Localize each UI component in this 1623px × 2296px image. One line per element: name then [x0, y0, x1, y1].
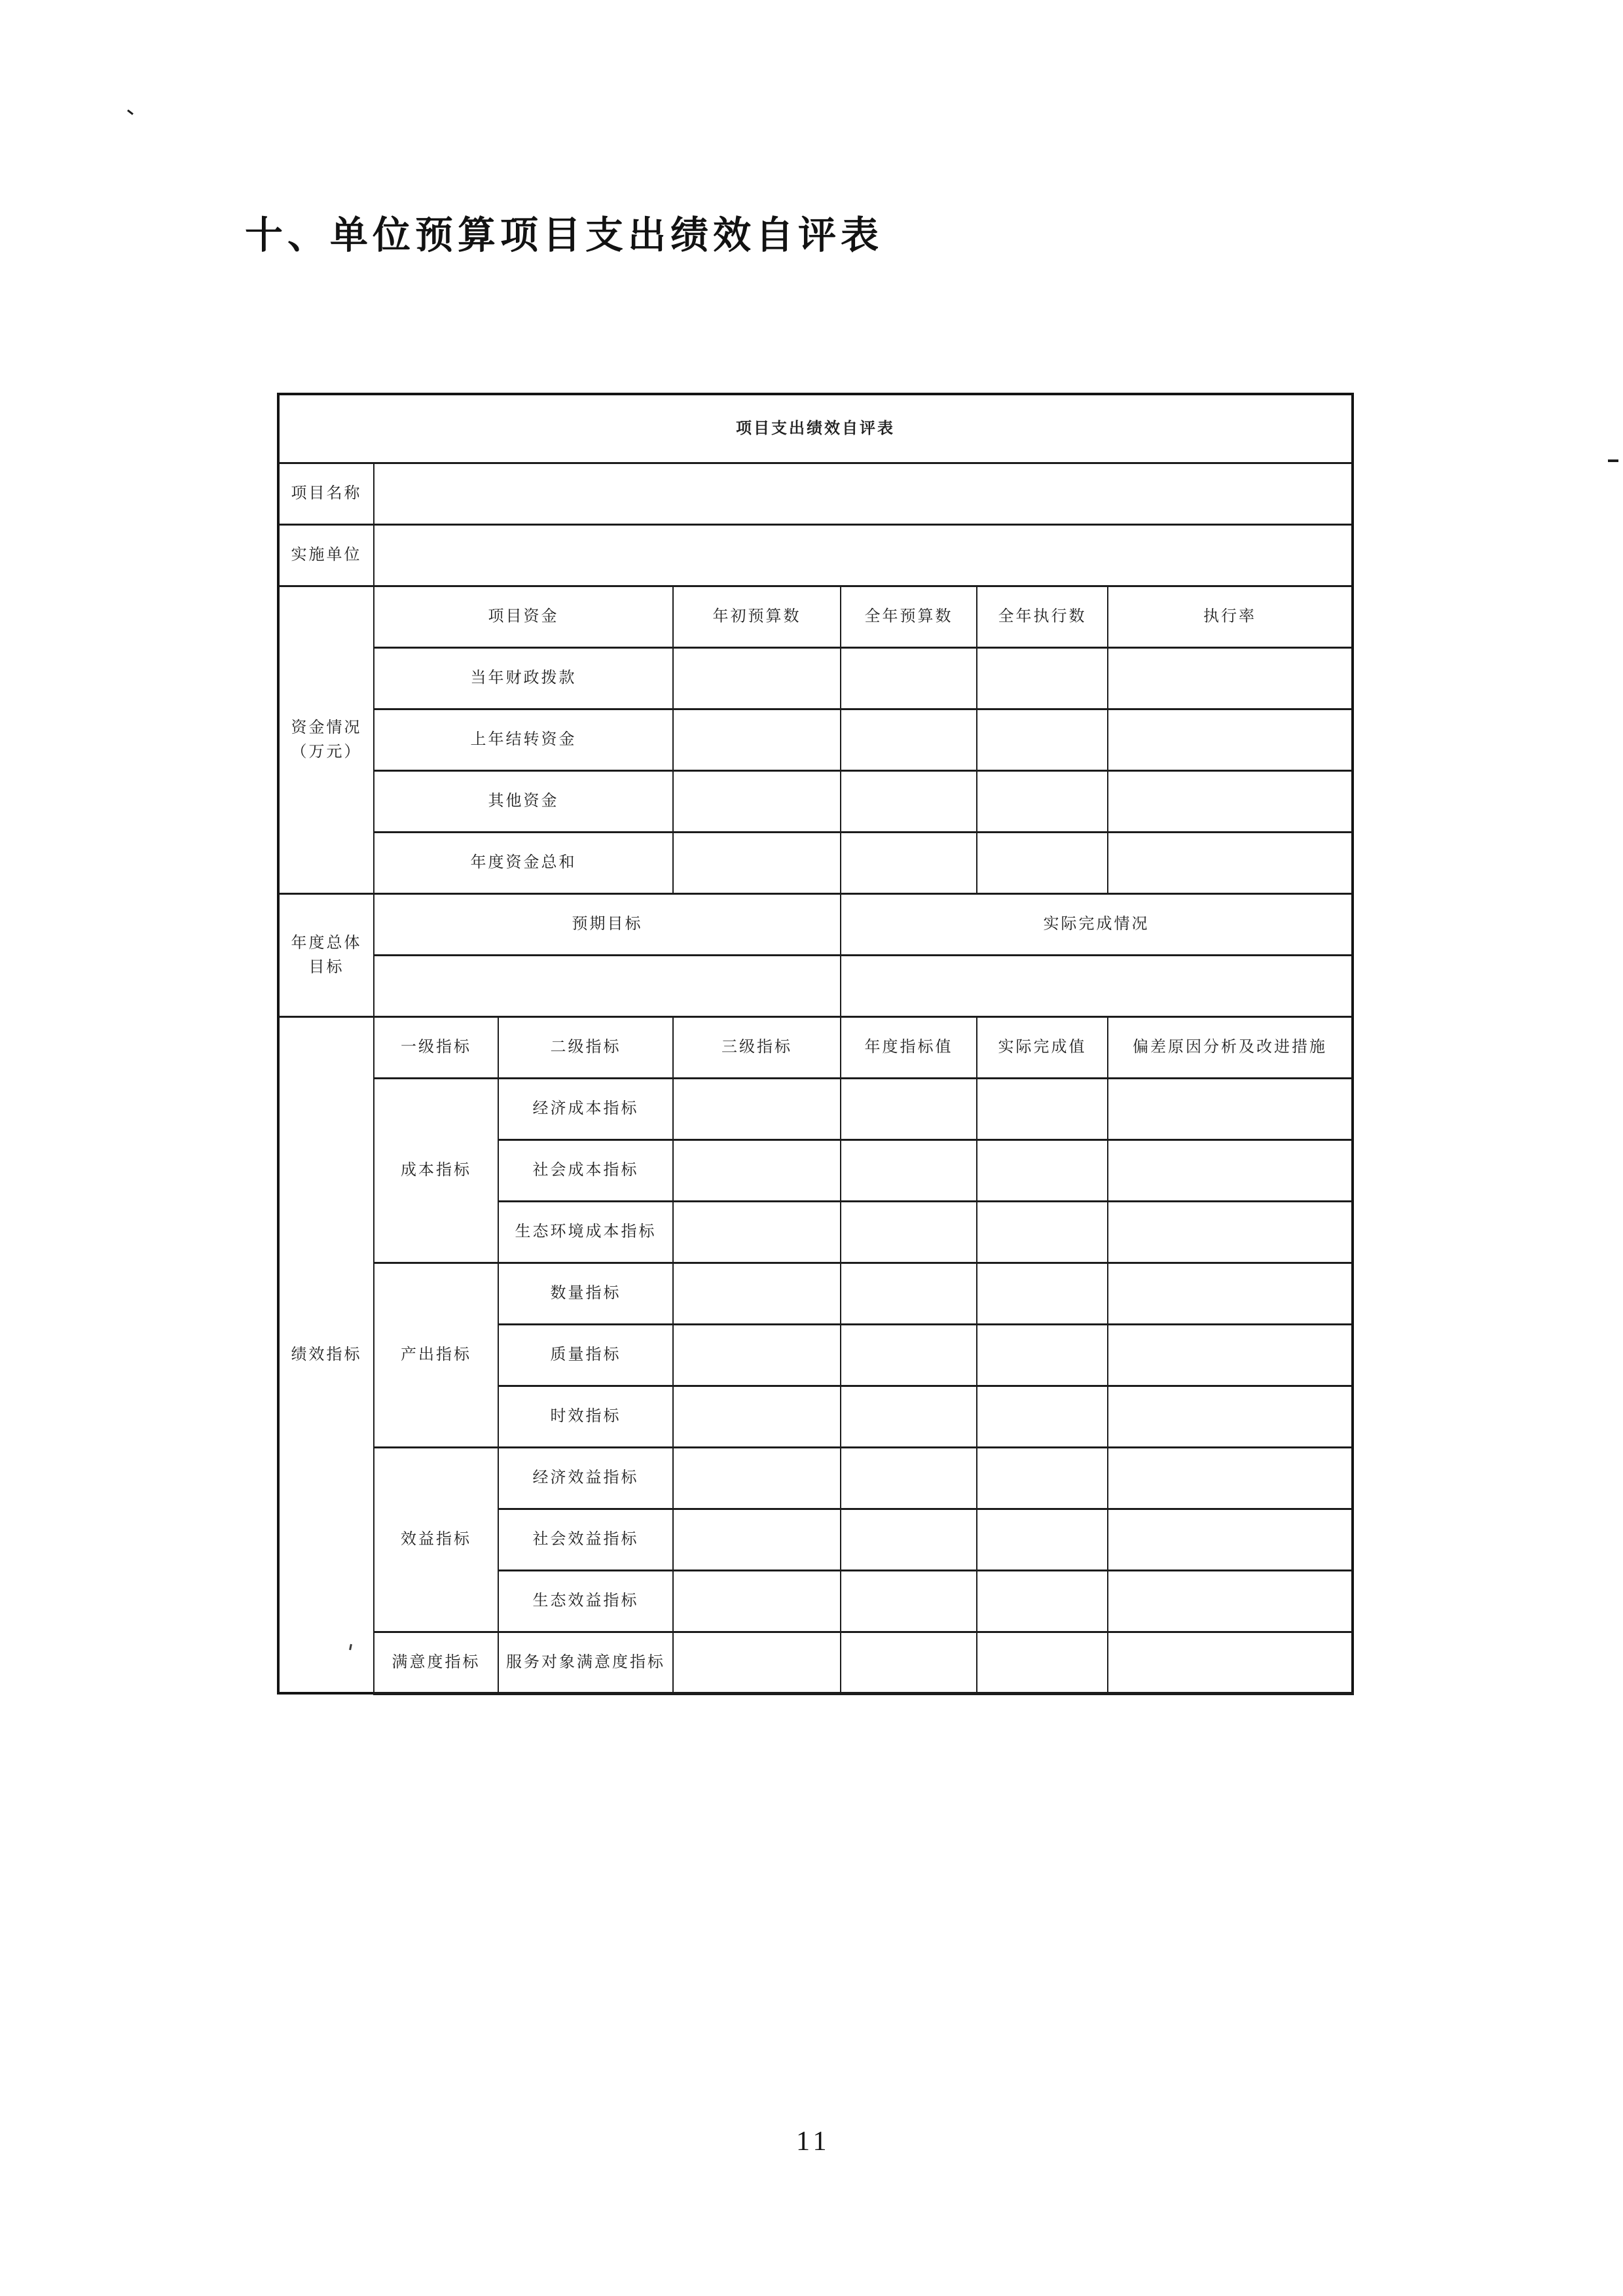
indicators-header-annual-value: 年度指标值	[841, 1016, 977, 1078]
indicator-row	[278, 1263, 1353, 1324]
project-name-value-cell	[374, 463, 1353, 524]
indicator-level2-label: 时效指标	[498, 1386, 673, 1447]
empty-cell	[673, 1078, 841, 1139]
indicator-level2-label: 服务对象满意度指标	[498, 1632, 673, 1693]
empty-cell	[1108, 1570, 1353, 1632]
indicator-group-satisfaction: 满意度指标	[374, 1632, 498, 1693]
empty-cell	[673, 1263, 841, 1324]
indicator-level2-label: 数量指标	[498, 1263, 673, 1324]
annual-goal-expected-value-cell	[374, 955, 841, 1016]
funding-row	[278, 709, 1353, 770]
indicator-row	[278, 1632, 1353, 1693]
annual-goal-actual-value-cell	[841, 955, 1353, 1016]
funding-header-annual-execution: 全年执行数	[977, 586, 1108, 647]
empty-cell	[841, 770, 977, 832]
empty-cell	[841, 1632, 977, 1693]
indicator-level2-label: 经济效益指标	[498, 1447, 673, 1509]
empty-cell	[673, 1324, 841, 1386]
empty-cell	[673, 709, 841, 770]
empty-cell	[1108, 1139, 1353, 1201]
empty-cell	[1108, 1447, 1353, 1509]
empty-cell	[841, 1201, 977, 1263]
indicator-level2-label: 社会成本指标	[498, 1139, 673, 1201]
indicators-header-deviation: 偏差原因分析及改进措施	[1108, 1016, 1353, 1078]
empty-cell	[673, 1386, 841, 1447]
empty-cell	[673, 1201, 841, 1263]
scan-artifact-top-left	[127, 109, 134, 115]
annual-goal-header-row	[278, 893, 1353, 955]
table-row	[278, 524, 1353, 586]
empty-cell	[841, 1078, 977, 1139]
funding-section-label: 资金情况（万元）	[278, 586, 374, 893]
funding-row-label: 年度资金总和	[374, 832, 673, 893]
empty-cell	[673, 832, 841, 893]
indicator-level2-label: 生态效益指标	[498, 1570, 673, 1632]
document-heading: 十、单位预算项目支出绩效自评表	[245, 214, 884, 257]
empty-cell	[977, 770, 1108, 832]
empty-cell	[1108, 832, 1353, 893]
implementing-unit-value-cell	[374, 524, 1353, 586]
empty-cell	[673, 1570, 841, 1632]
empty-cell	[673, 1447, 841, 1509]
empty-cell	[1108, 770, 1353, 832]
empty-cell	[1108, 1078, 1353, 1139]
indicator-group-benefit: 效益指标	[374, 1447, 498, 1632]
empty-cell	[1108, 1632, 1353, 1693]
funding-header-annual-budget: 全年预算数	[841, 586, 977, 647]
annual-goal-section-label: 年度总体目标	[278, 893, 374, 1016]
empty-cell	[841, 1447, 977, 1509]
funding-row	[278, 832, 1353, 893]
self-evaluation-table-container	[277, 393, 1351, 1695]
empty-cell	[673, 1139, 841, 1201]
empty-cell	[977, 1078, 1108, 1139]
empty-cell	[977, 709, 1108, 770]
funding-header-row	[278, 586, 1353, 647]
funding-header-execution-rate: 执行率	[1108, 586, 1353, 647]
empty-cell	[977, 1632, 1108, 1693]
indicators-header-actual-value: 实际完成值	[977, 1016, 1108, 1078]
empty-cell	[673, 647, 841, 709]
empty-cell	[841, 1509, 977, 1570]
indicator-row	[278, 1078, 1353, 1139]
empty-cell	[841, 1139, 977, 1201]
indicator-row	[278, 1447, 1353, 1509]
funding-row	[278, 770, 1353, 832]
empty-cell	[977, 1509, 1108, 1570]
indicators-header-level1: 一级指标	[374, 1016, 498, 1078]
indicators-header-row	[278, 1016, 1353, 1078]
table-title: 项目支出绩效自评表	[278, 394, 1353, 463]
empty-cell	[841, 1570, 977, 1632]
empty-cell	[977, 1263, 1108, 1324]
empty-cell	[1108, 1201, 1353, 1263]
empty-cell	[673, 770, 841, 832]
empty-cell	[841, 647, 977, 709]
indicators-header-level2: 二级指标	[498, 1016, 673, 1078]
annual-goal-actual-header: 实际完成情况	[841, 893, 1353, 955]
indicators-header-level3: 三级指标	[673, 1016, 841, 1078]
funding-row-label: 上年结转资金	[374, 709, 673, 770]
annual-goal-content-row	[278, 955, 1353, 1016]
indicator-group-output: 产出指标	[374, 1263, 498, 1447]
indicator-level2-label: 经济成本指标	[498, 1078, 673, 1139]
funding-header-initial-budget: 年初预算数	[673, 586, 841, 647]
implementing-unit-label: 实施单位	[278, 524, 374, 586]
indicator-level2-label: 社会效益指标	[498, 1509, 673, 1570]
project-name-label: 项目名称	[278, 463, 374, 524]
table-title-row	[278, 394, 1353, 463]
indicators-section-label: 绩效指标	[278, 1016, 374, 1693]
empty-cell	[1108, 647, 1353, 709]
page-number: 11	[796, 2126, 831, 2157]
empty-cell	[977, 647, 1108, 709]
empty-cell	[1108, 1263, 1353, 1324]
empty-cell	[1108, 709, 1353, 770]
funding-header-project-funds: 项目资金	[374, 586, 673, 647]
empty-cell	[841, 1263, 977, 1324]
indicator-level2-label: 生态环境成本指标	[498, 1201, 673, 1263]
empty-cell	[1108, 1324, 1353, 1386]
empty-cell	[977, 1447, 1108, 1509]
empty-cell	[841, 1386, 977, 1447]
empty-cell	[673, 1632, 841, 1693]
empty-cell	[841, 709, 977, 770]
funding-row	[278, 647, 1353, 709]
funding-row-label: 当年财政拨款	[374, 647, 673, 709]
empty-cell	[841, 832, 977, 893]
empty-cell	[977, 1139, 1108, 1201]
empty-cell	[1108, 1386, 1353, 1447]
table-row	[278, 463, 1353, 524]
empty-cell	[977, 832, 1108, 893]
empty-cell	[977, 1324, 1108, 1386]
empty-cell	[1108, 1509, 1353, 1570]
indicator-group-cost: 成本指标	[374, 1078, 498, 1263]
empty-cell	[841, 1324, 977, 1386]
empty-cell	[977, 1386, 1108, 1447]
self-evaluation-table	[277, 393, 1354, 1695]
empty-cell	[977, 1201, 1108, 1263]
funding-row-label: 其他资金	[374, 770, 673, 832]
annual-goal-expected-header: 预期目标	[374, 893, 841, 955]
indicator-level2-label: 质量指标	[498, 1324, 673, 1386]
empty-cell	[977, 1570, 1108, 1632]
empty-cell	[673, 1509, 841, 1570]
scan-artifact-right-dash	[1608, 459, 1618, 462]
